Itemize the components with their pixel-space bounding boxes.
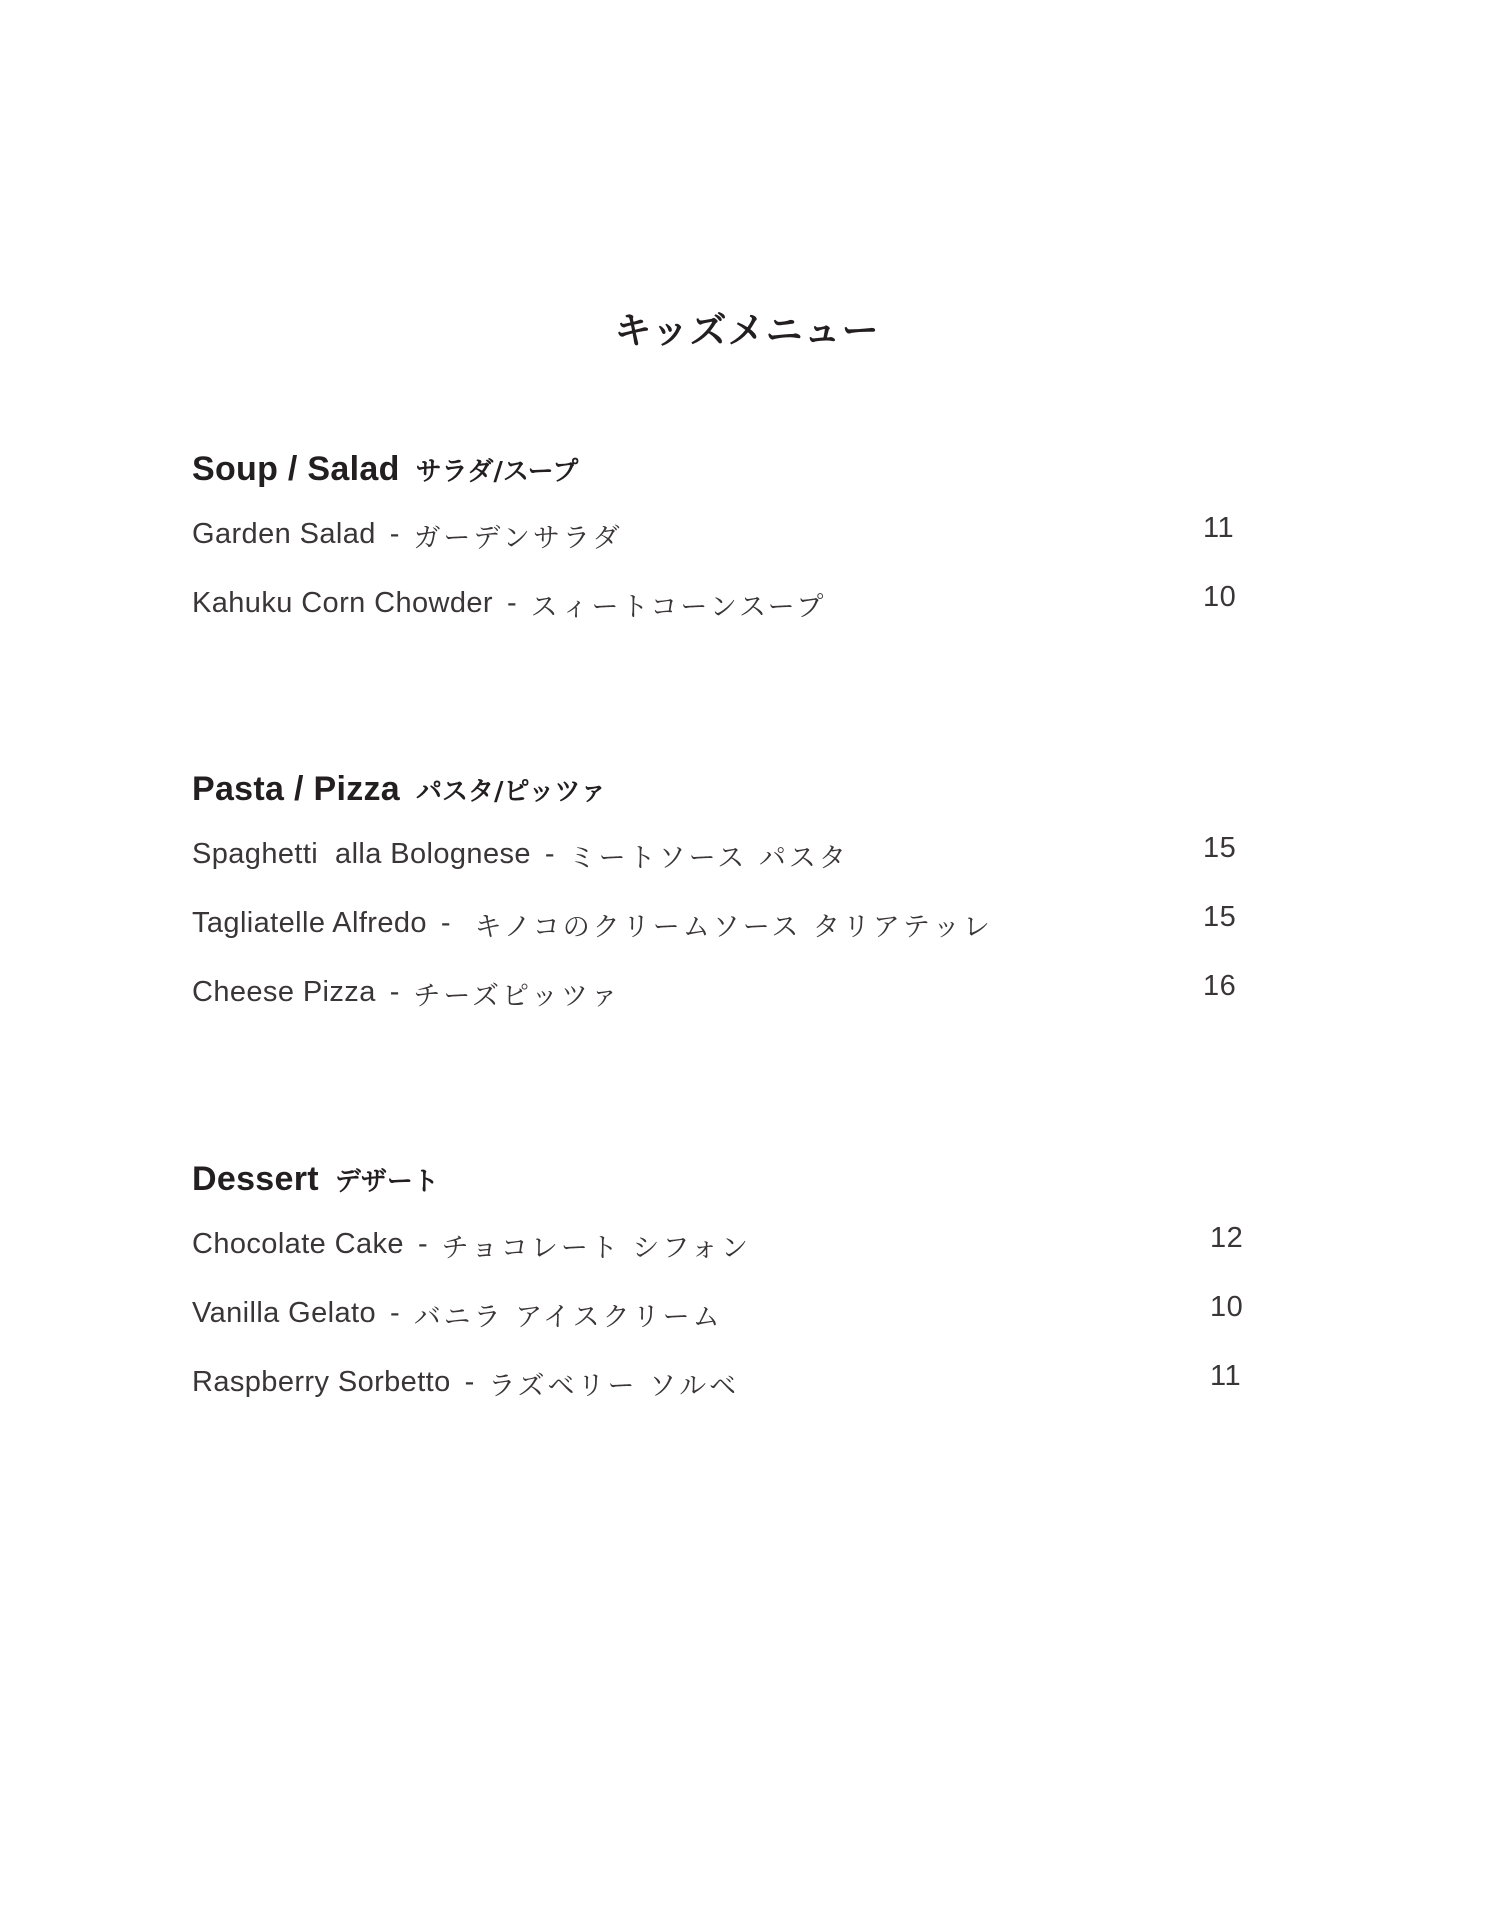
section-soup-salad [192,450,1272,650]
section-title: Dessert [192,1160,319,1198]
item-name-jp: バニラ アイスクリーム [413,1302,723,1333]
section-title: Soup / Salad [192,450,400,488]
menu-item [192,901,1272,970]
item-price: 16 [1203,970,1237,1002]
item-name: Kahuku Corn Chowder [192,587,493,619]
item-name-jp: ミートソース パスタ [568,843,849,874]
item-name-jp: ガーデンサラダ [413,523,623,554]
item-name: Garden Salad [192,518,376,550]
item-name: Cheese Pizza [192,976,376,1008]
item-separator: - [544,838,555,870]
item-separator: - [506,587,517,619]
item-name-jp: スィートコーンスープ [530,592,827,623]
item-name: Vanilla Gelato [192,1297,377,1329]
item-separator: - [440,907,451,939]
section-title: Pasta / Pizza [192,770,400,808]
page-title: キッズメニュー [614,309,880,352]
item-name-jp: チーズピッツァ [413,981,621,1012]
section-header [192,770,1272,822]
item-name: Tagliatelle Alfredo [192,907,427,939]
item-name-jp: チョコレート シフォン [441,1233,752,1264]
item-price: 15 [1203,832,1237,864]
section-dessert [192,1160,1272,1429]
item-separator: - [389,976,400,1008]
section-header [192,450,1272,502]
item-name: Chocolate Cake [192,1228,404,1260]
item-name-jp: ラズベリー ソルベ [488,1371,740,1402]
item-price: 10 [1203,581,1237,613]
item-price: 10 [1210,1291,1244,1323]
item-price: 12 [1210,1222,1244,1254]
item-separator: - [464,1366,475,1398]
menu-item [192,1360,1272,1429]
section-title-jp: デザート [334,1167,439,1197]
section-header [192,1160,1272,1212]
menu-item [192,832,1272,901]
item-separator: - [389,518,400,550]
item-separator: - [417,1228,428,1260]
section-pasta-pizza [192,770,1272,1039]
item-name: Spaghetti alla Bolognese [192,838,531,870]
item-name-jp: キノコのクリームソース タリアテッレ [474,912,993,943]
item-price: 11 [1203,512,1235,544]
section-title-jp: サラダ/スープ [415,457,579,487]
item-separator: - [390,1297,400,1329]
item-price: 15 [1203,901,1237,933]
menu-item [192,1291,1272,1360]
menu-item [192,1222,1272,1291]
item-price: 11 [1210,1360,1242,1392]
menu-item [192,970,1272,1039]
section-title-jp: パスタ/ピッツァ [416,777,607,807]
menu-item [192,512,1272,581]
menu-item [192,581,1272,650]
item-name: Raspberry Sorbetto [192,1366,451,1398]
